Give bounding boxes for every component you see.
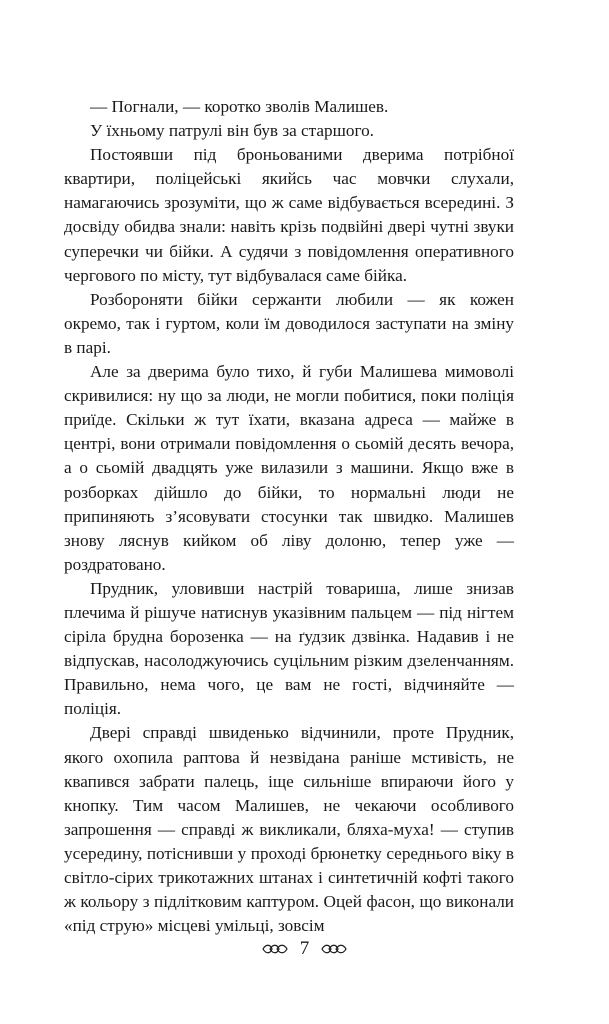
page-number: 7	[299, 938, 310, 959]
paragraph-3: Постоявши під броньованими дверима потрібної квартири, поліцейські якийсь час мовчки слухали, намагаючись зрозуміти, що ж саме відбувається всередині. З досвіду обидва знали: навіть крізь подвійні двері чутні звуки суперечки чи бійки. А судячи з повідомлення оперативного чергового по місту, тут відбувалася саме бійка.	[64, 145, 514, 285]
paragraph-6: Прудник, уловивши настрій товариша, лише знизав плечима й рішуче натиснув указівним пальцем — під нігтем сіріла брудна борозенка — на ґудзик дзвінка. Надавив і не відпускав, насолоджуючись суцільним різким дзеленчанням. Правильно, нема чого, це вам не гості, відчиняйте — поліція.	[64, 578, 514, 719]
paragraph-5: Але за дверима було тихо, й губи Малишева мимоволі скривилися: ну що за люди, не могли побитися, поки поліція приїде. Скільки ж тут їхати, вказана адреса — майже в центрі, вони отримали повідомлення о сьомій десять вечора, а о сьомій двадцять уже вилазили з машини. Якщо вже в розборках дійшло до бійки, то нормальні люди не припиняють з’ясовувати стосунки так швидко. Малишев знову ляснув кийком об ліву долоню, тепер уже — роздратовано.	[64, 362, 514, 574]
paragraph-4: Розбороняти бійки сержанти любили — як кожен окремо, так і гуртом, коли їм доводилося заступати на зміну в парі.	[64, 289, 514, 357]
chain-ornament-icon	[262, 942, 288, 956]
book-page-text	[64, 95, 514, 938]
chain-ornament-icon	[321, 942, 347, 956]
paragraph-2: У їхньому патрулі він був за старшого.	[90, 121, 374, 141]
paragraph-7: Двері справді швиденько відчинили, проте Прудник, якого охопила раптова й незвідана раніше мстивість, не квапився забрати палець, іще сильніше впираючи його у кнопку. Тим часом Малишев, не чекаючи особливого запрошення — справді ж викликали, бляха-муха! — ступив усередину, потіснивши у проході брюнетку середнього віку в світло-сірих трикотажних штанах і синтетичній кофті такого ж кольору з підлітковим каптуром. Оцей фасон, що виконали «під струю» місцеві умільці, зовсім	[64, 723, 514, 936]
paragraph-1: — Погнали, — коротко зволів Малишев.	[90, 97, 389, 116]
page-footer	[0, 934, 609, 964]
